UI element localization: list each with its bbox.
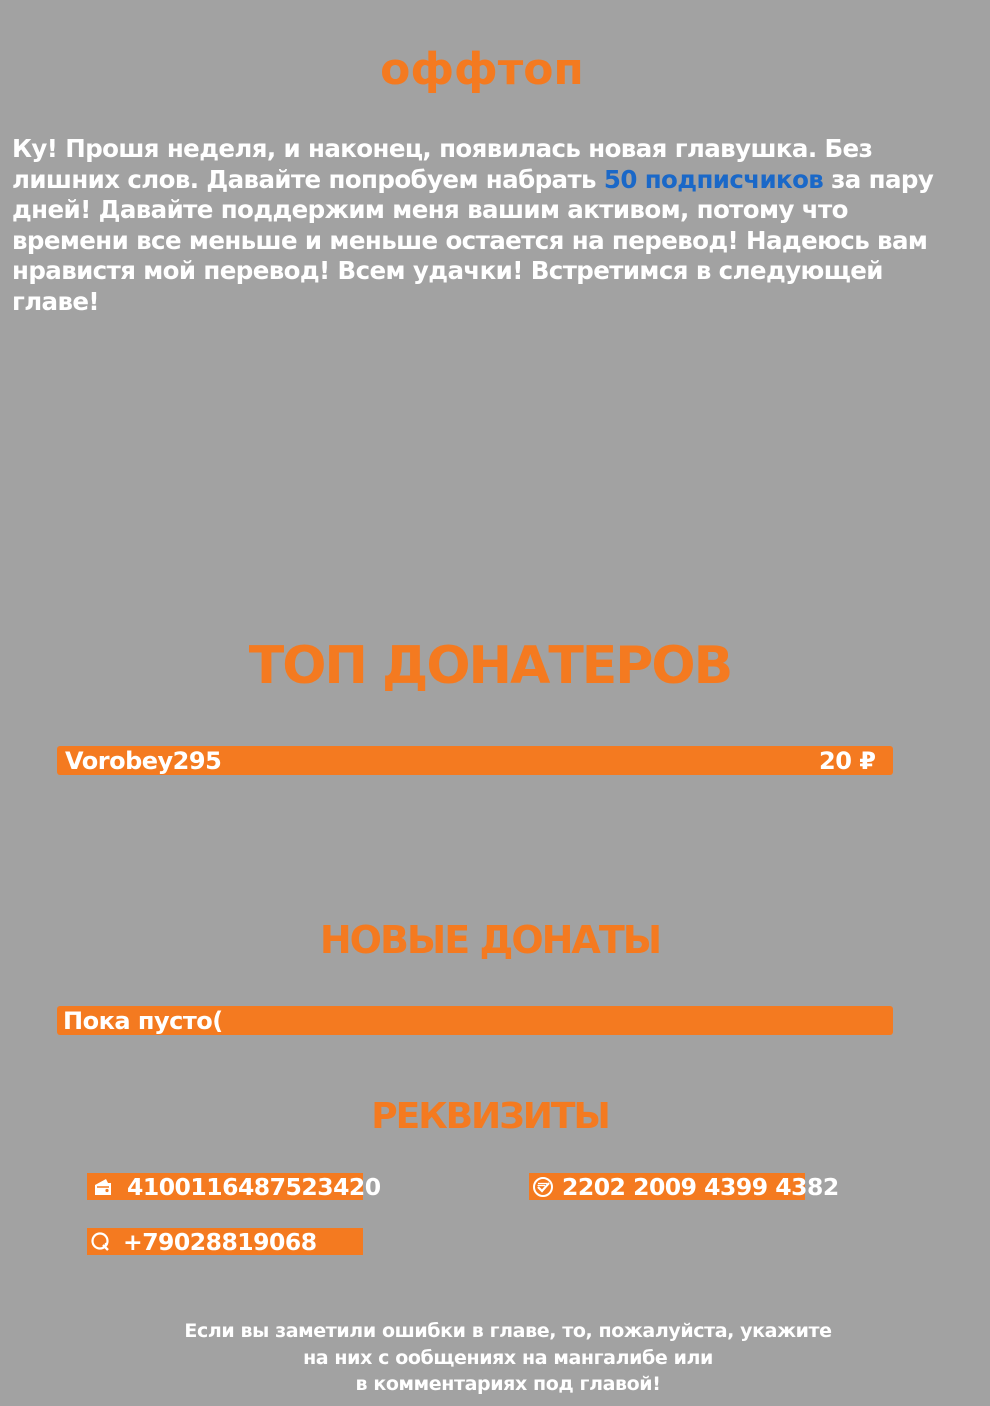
donation-amount: 20 ₽: [819, 747, 876, 775]
footer-note: [0, 1318, 964, 1398]
sberbank-icon: [532, 1176, 554, 1198]
top-donator-row: [57, 746, 893, 775]
donator-name: Vorobey295: [65, 747, 222, 775]
wallet-icon: [92, 1176, 114, 1198]
offtop-title: оффтоп: [380, 44, 584, 95]
subscribers-link[interactable]: 50 подписчиков: [603, 164, 824, 194]
card-number: 2202 2009 4399 4382: [562, 1173, 839, 1201]
yoomoney-number: 4100116487523420: [127, 1173, 381, 1201]
footer-line: Если вы заметили ошибки в главе, то, пожалуйста, укажите: [184, 1320, 832, 1342]
requisite-yoomoney[interactable]: [87, 1173, 381, 1201]
new-donations-empty: Пока пусто(: [63, 1007, 223, 1035]
footer-line: на них с ообщениях на мангалибе или: [303, 1346, 713, 1369]
footer-line: в комментариях под главой!: [355, 1373, 661, 1395]
qiwi-icon: [90, 1231, 112, 1253]
offtop-text-start: Ку! Прошя неделя, и наконец, появилась новая главушка. Без лишних слов. Давайте попробуем набрать: [12, 134, 873, 194]
offtop-text-end: за пару дней! Давайте поддержим меня вашим активом, потому что времени все меньше и меньше остается на перевод! Надеюсь вам нравистя мой перевод! Всем удачки! Встретимся в следующей главе!: [12, 164, 934, 316]
new-donations-row: [57, 1006, 893, 1035]
qiwi-number: +79028819068: [123, 1228, 317, 1256]
requisite-card[interactable]: [529, 1173, 839, 1201]
requisites-title: РЕКВИЗИТЫ: [371, 1096, 609, 1137]
top-donators-title: ТОП ДОНАТЕРОВ: [248, 636, 732, 696]
offtop-text: [12, 134, 957, 317]
requisite-qiwi[interactable]: [87, 1228, 363, 1255]
new-donations-title: НОВЫЕ ДОНАТЫ: [319, 918, 661, 962]
